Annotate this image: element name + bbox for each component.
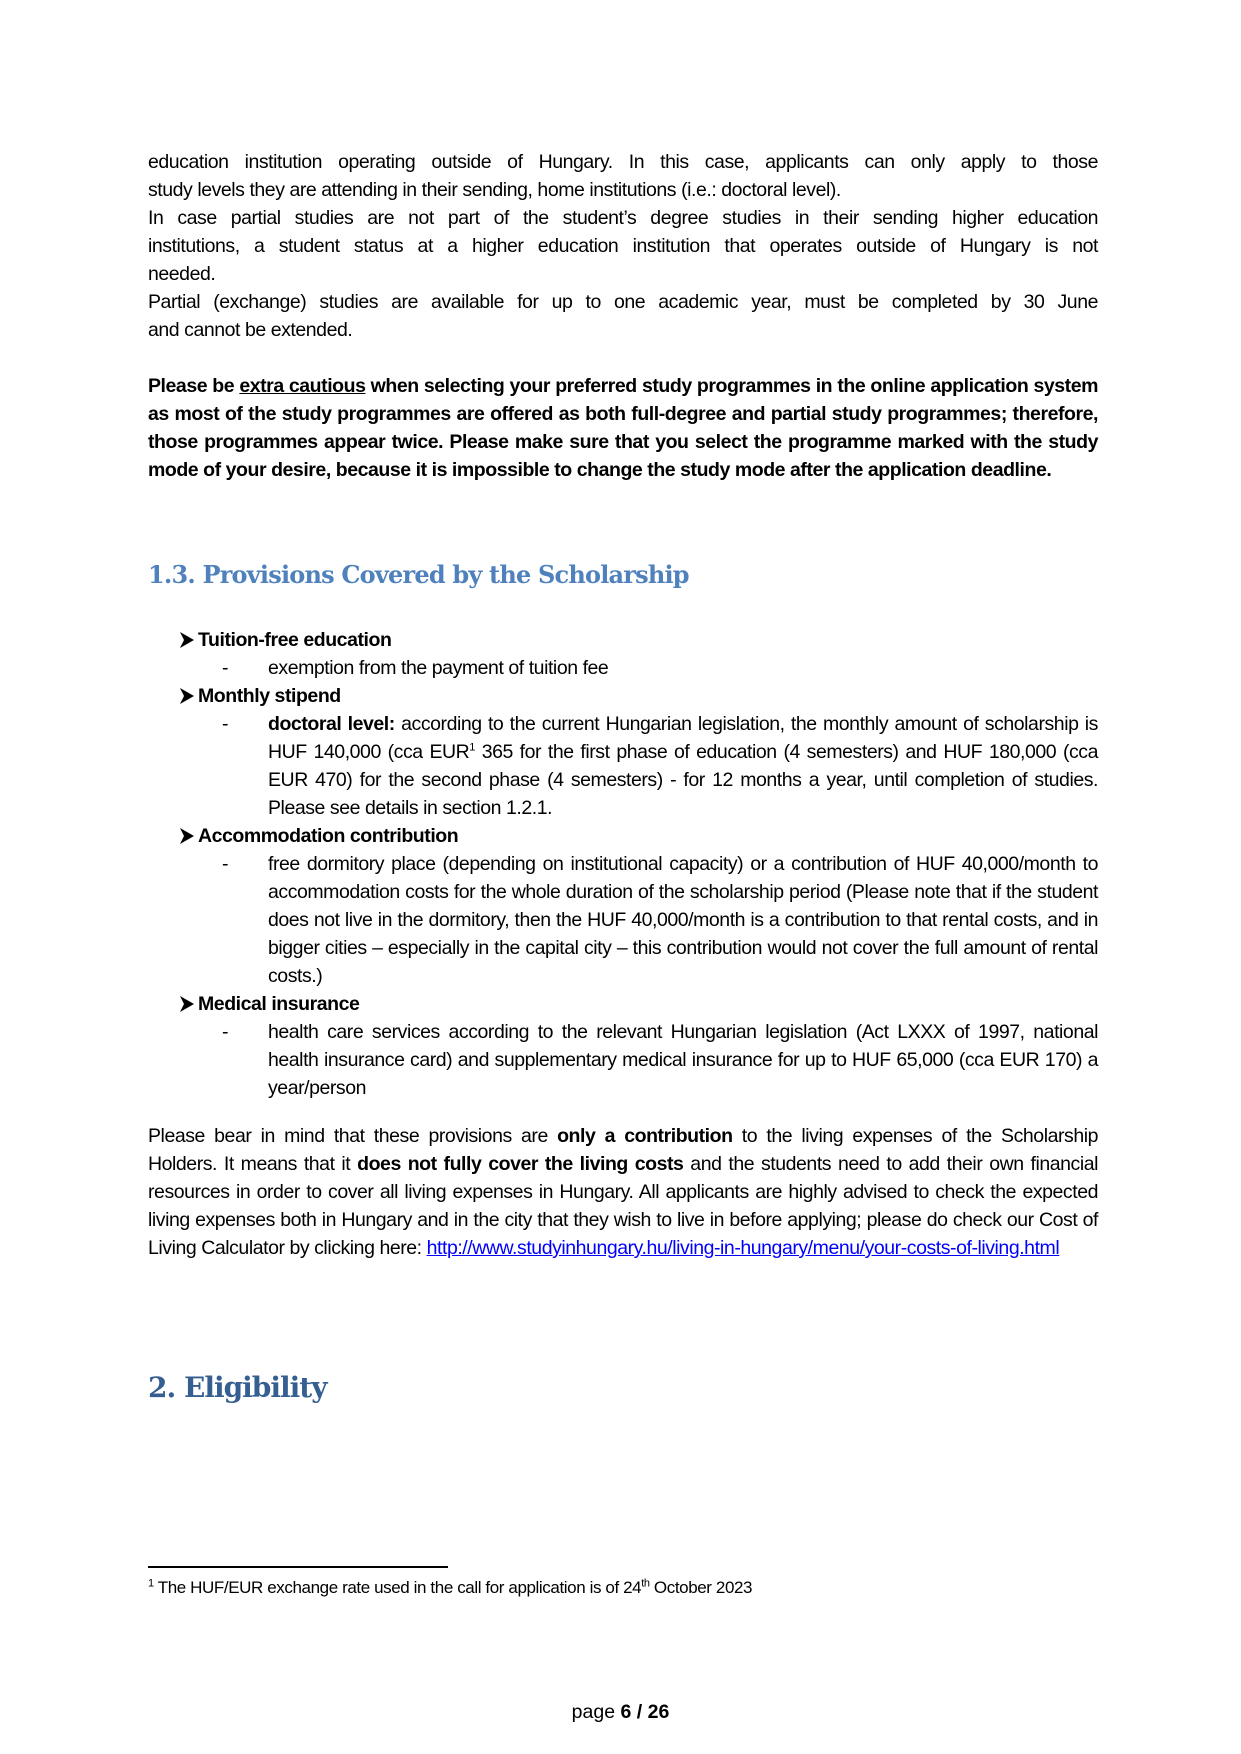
dash-bullet: -: [222, 657, 229, 679]
warning-paragraph: [148, 372, 1098, 484]
provision-detail: [148, 850, 1098, 990]
provision-item-tuition: [148, 626, 1098, 654]
dash-bullet: -: [222, 853, 229, 875]
ordinal-suffix: th: [641, 1577, 650, 1590]
provision-detail: [148, 710, 1098, 822]
provision-item-medical: [148, 990, 1098, 1018]
intro-paragraph: [148, 148, 1098, 344]
provision-title: Monthly stipend: [198, 685, 341, 707]
page-prefix: page: [571, 1701, 621, 1723]
cost-of-living-link[interactable]: http://www.studyinhungary.hu/living-in-hungary/menu/your-costs-of-living.html: [426, 1237, 1060, 1259]
provisions-list: [148, 626, 1098, 1102]
provision-detail: [148, 654, 1098, 682]
warning-prefix: Please be: [148, 375, 240, 397]
provision-detail-text: health care services according to the relevant Hungarian legislation (Act LXXX of 1997, national health insurance card) and supplementary medical insurance for up to HUF 65,000 (cca EUR 170) a year/person: [268, 1021, 1098, 1099]
page-number: [0, 1698, 1241, 1726]
provision-detail-text: free dormitory place (depending on institutional capacity) or a contribution of HUF 40,000/month to accommodation costs for the whole duration of the scholarship period (Please note that if the student does not live in the dormitory, then the HUF 40,000/month is a contribution to that rental costs, and in bigger cities – especially in the capital city – this contribution would not cover the full amount of rental costs.): [268, 853, 1098, 987]
footnote-separator: [148, 1566, 448, 1568]
provision-item-stipend: [148, 682, 1098, 710]
living-costs-paragraph: [148, 1122, 1098, 1262]
paragraph-text: and the students need to add their own financial resources in order to cover all living expenses in Hungary. All applicants are highly advised to check the expected living expenses both in Hungary and in the city that they wish to live in before applying; please do check our Cost of Living Calculator by clicking here:: [148, 1153, 1099, 1259]
provision-detail-label: doctoral level:: [268, 713, 395, 735]
warning-rest: when selecting your preferred study programmes in the online application system as most of the study programmes are offered as both full-degree and partial study programmes; therefore, those programmes appear twice. Please make sure that you select the programme marked with the study mode of your desire, because it is impossible to change the study mode after the application deadline.: [148, 375, 1098, 481]
footnote-text: October 2023: [649, 1578, 753, 1597]
intro-line: and cannot be extended.: [148, 319, 353, 341]
emphasis-text: only a contribution: [557, 1125, 733, 1147]
intro-line: study levels they are attending in their sending, home institutions (i.e.: doctoral level).: [148, 179, 841, 201]
arrowhead-bullet-icon: [180, 632, 194, 648]
footnote-marker: 1: [148, 1577, 154, 1590]
arrowhead-bullet-icon: [180, 688, 194, 704]
dash-bullet: -: [222, 713, 229, 735]
intro-line: institutions, a student status at a higher education institution that operates outside of Hungary is not: [148, 235, 1098, 257]
provision-title: Medical insurance: [198, 993, 360, 1015]
provision-detail-text: 365 for the first phase of education (4 semesters) and HUF 180,000 (cca EUR 470) for the second phase (4 semesters) - for 12 months a year, until completion of studies. Please see details in section 1.2.1.: [268, 741, 1098, 819]
provision-item-accommodation: [148, 822, 1098, 850]
provision-title: Accommodation contribution: [198, 825, 459, 847]
intro-line: education institution operating outside of Hungary. In this case, applicants can only apply to those: [148, 151, 1098, 173]
warning-underlined: extra cautious: [239, 375, 366, 397]
dash-bullet: -: [222, 1021, 229, 1043]
page-current: 6: [620, 1701, 632, 1723]
emphasis-text: does not fully cover the living costs: [357, 1153, 684, 1175]
page-separator: /: [631, 1701, 648, 1723]
provision-detail-text: exemption from the payment of tuition fee: [268, 657, 609, 679]
arrowhead-bullet-icon: [180, 996, 194, 1012]
footnote: [148, 1576, 752, 1600]
provision-title: Tuition-free education: [198, 629, 392, 651]
footnote-ref[interactable]: 1: [469, 741, 475, 754]
paragraph-text: Please bear in mind that these provisions are: [148, 1125, 558, 1147]
intro-line: needed.: [148, 263, 216, 285]
provision-detail-text: according to the current Hungarian legislation, the monthly amount of scholarship is HUF 140,000 (cca EUR: [268, 713, 1098, 763]
paragraph-text: to the living expenses of the Scholarship Holders. It means that it: [148, 1125, 1098, 1175]
intro-line: In case partial studies are not part of the student’s degree studies in their sending higher education: [148, 207, 1098, 229]
section-heading-1-3: 1.3. Provisions Covered by the Scholarship: [148, 560, 689, 589]
page-total: 26: [647, 1701, 670, 1723]
intro-line: Partial (exchange) studies are available for up to one academic year, must be completed by 30 June: [148, 291, 1098, 313]
arrowhead-bullet-icon: [180, 828, 194, 844]
footnote-text: The HUF/EUR exchange rate used in the call for application is of 24: [153, 1578, 642, 1597]
provision-detail: [148, 1018, 1098, 1102]
section-heading-2: 2. Eligibility: [148, 1371, 327, 1404]
